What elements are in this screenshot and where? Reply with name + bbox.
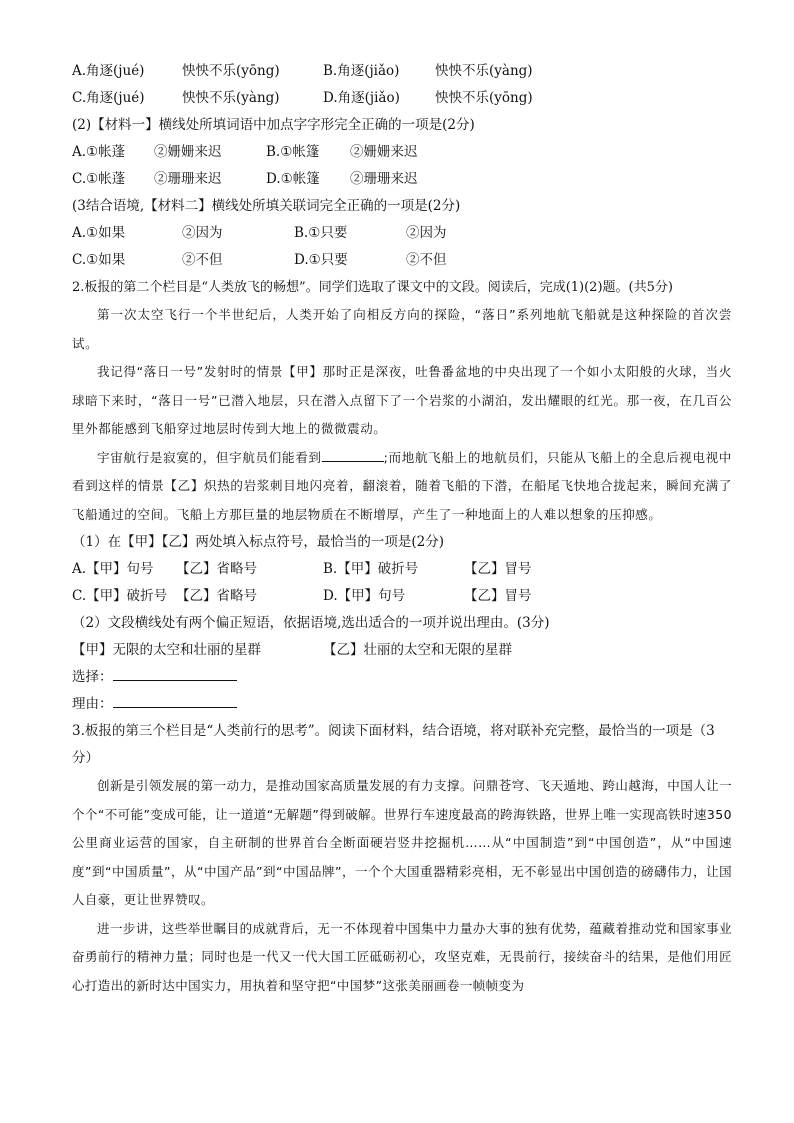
q1-option-d[interactable]: D.角逐(jiǎo)	[323, 90, 400, 106]
q3-option-c-word: ②不但	[182, 252, 223, 268]
section2-paragraph-1: 第一次太空飞行一个半世纪后，人类开始了向相反方向的探险，“落日”系列地航飞船就是这种探险的首次尝试。	[72, 307, 732, 351]
section2-paragraph-2: 我记得“落日一号”发射时的情景【甲】那时正是深夜，吐鲁番盆地的中央出现了一个如小太阳般的火球，当火球暗下来时，“落日一号”已潜入地层，只在潜入点留下了一个岩浆的小湖泊，发出耀眼的红光。那一夜，在几百公里外都能感到飞船穿过地层时传到大地上的微微震动。	[72, 364, 732, 436]
section2-paragraph-3-part-b: ;而地航飞船上的地航员们，只能从飞船上的全息后视电视中看到这样的情景【乙】炽热的岩浆刺目地闪亮着，翻滚着，随着飞船的下潜，在船尾飞快地合拢起来，瞬间充满了飞船通过的空间。飞船上方那巨量的地层物质在不断增厚，产生了一种地面上的人难以想象的压抑感。	[72, 449, 733, 522]
q2-options-row-1	[72, 139, 732, 166]
section3-stem: 3.板报的第三个栏目是“人类前行的思考”。阅读下面材料，结合语境，将对联补充完整，最恰当的一项是（3分）	[72, 723, 715, 766]
q3-option-d-word: ②不但	[406, 252, 447, 268]
q3-option-b-word: ②因为	[406, 225, 447, 241]
q2-option-d[interactable]: D.①帐篷	[266, 171, 320, 187]
q3-option-c[interactable]: C.①如果	[72, 252, 126, 268]
choice-answer-line	[72, 664, 732, 691]
sub1-option-b-mark: 【乙】冒号	[464, 561, 532, 577]
q1-options-row-2	[72, 85, 732, 112]
reason-input[interactable]	[113, 693, 237, 708]
q3-options-row-1	[72, 220, 732, 247]
q2-option-c-word: ②珊珊来迟	[154, 171, 222, 187]
sub2-option-yi[interactable]: 【乙】壮丽的太空和无限的星群	[323, 642, 512, 658]
exam-page	[72, 58, 732, 1000]
q1-option-d-word: 怏怏不乐(yōng)	[435, 90, 533, 106]
q2-options-row-2	[72, 166, 732, 193]
choice-label: 选择：	[72, 669, 113, 685]
reason-answer-line	[72, 691, 732, 718]
section2-paragraph-3	[72, 444, 732, 530]
section3-paragraph-2: 进一步讲，这些举世瞩目的成就背后，无一不体现着中国集中力量办大事的独有优势，蕴藏着推动党和国家事业奋勇前行的精神力量；同时也是一代又一代大国工匠砥砺初心，攻坚克难，无畏前行，接续奋斗的结果，是他们用匠心打造出的新时达中国实力，用执着和坚守把“中国梦”这张美丽画卷一帧帧变为	[72, 920, 732, 993]
q1-option-b[interactable]: B.角逐(jiǎo)	[323, 63, 400, 79]
section2-sub1-stem: （1）在【甲】【乙】两处填入标点符号，最恰当的一项是(2分)	[72, 534, 444, 550]
sub1-option-b[interactable]: B.【甲】破折号	[323, 561, 419, 577]
q1-option-b-word: 怏怏不乐(yàng)	[435, 63, 533, 79]
q1-option-c[interactable]: C.角逐(jué)	[72, 90, 145, 106]
q2-option-b[interactable]: B.①帐篷	[266, 144, 320, 160]
q2-option-d-word: ②珊珊来迟	[350, 171, 418, 187]
sub1-option-c-mark: 【乙】省略号	[176, 588, 257, 604]
sub1-option-c[interactable]: C.【甲】破折号	[72, 588, 168, 604]
choice-input[interactable]	[113, 666, 237, 681]
q3-option-b[interactable]: B.①只要	[294, 225, 348, 241]
sub1-option-d-mark: 【乙】冒号	[464, 588, 532, 604]
q1-option-a[interactable]: A.角逐(jué)	[72, 63, 145, 79]
section3-paragraph-1: 创新是引领发展的第一动力，是推动国家高质量发展的有力支撑。问鼎苍穹、飞天遁地、跨山越海，中国人让一个个“不可能”变成可能，让一道道“无解题”得到破解。世界行车速度最高的跨海铁路，世界上唯一实现高铁时速350公里商业运营的国家，自主研制的世界首台全断面硬岩竖井挖掘机……从“中国制造”到“中国创造”，从“中国速度”到“中国质量”，从“中国产品”到“中国品牌”，一个个大国重器精彩亮相，无不彰显出中国创造的磅礴伟力，让国人自豪，更让世界赞叹。	[72, 778, 732, 907]
section2-sub2-stem: （2）文段横线处有两个偏正短语，依据语境,选出适合的一项并说出理由。(3分)	[72, 615, 550, 631]
q2-stem: (2)【材料一】横线处所填词语中加点字字形完全正确的一项是(2分)	[72, 117, 475, 133]
passage-blank	[322, 449, 384, 462]
q2-option-b-word: ②姗姗来迟	[350, 144, 418, 160]
sub1-options-row-2	[72, 583, 732, 610]
q1-options-row-1	[72, 58, 732, 85]
sub1-option-d[interactable]: D.【甲】句号	[323, 588, 406, 604]
q2-option-a-word: ②姗姗来迟	[154, 144, 222, 160]
q3-option-a[interactable]: A.①如果	[72, 225, 126, 241]
q3-options-row-2	[72, 247, 732, 274]
reason-label: 理由：	[72, 696, 113, 712]
sub2-option-jia[interactable]: 【甲】无限的太空和壮丽的星群	[72, 642, 261, 658]
sub2-phrase-options	[72, 637, 732, 664]
q2-option-a[interactable]: A.①帐蓬	[72, 144, 126, 160]
sub1-options-row-1	[72, 556, 732, 583]
section2-paragraph-3-part-a: 宇宙航行是寂寞的，但宇航员们能看到	[97, 449, 322, 465]
q1-option-c-word: 怏怏不乐(yàng)	[182, 90, 280, 106]
q3-option-d[interactable]: D.①只要	[294, 252, 348, 268]
q3-option-a-word: ②因为	[182, 225, 223, 241]
section2-stem: 2.板报的第二个栏目是“人类放飞的畅想”。同学们选取了课文中的文段。阅读后，完成(1)(2)题。(共5分)	[72, 280, 673, 295]
q2-option-c[interactable]: C.①帐蓬	[72, 171, 126, 187]
q3-stem: (3结合语境,【材料二】横线处所填关联词完全正确的一项是(2分)	[72, 198, 461, 214]
sub1-option-a-mark: 【乙】省略号	[176, 561, 257, 577]
sub1-option-a[interactable]: A.【甲】句号	[72, 561, 154, 577]
q1-option-a-word: 怏怏不乐(yōng)	[182, 63, 280, 79]
